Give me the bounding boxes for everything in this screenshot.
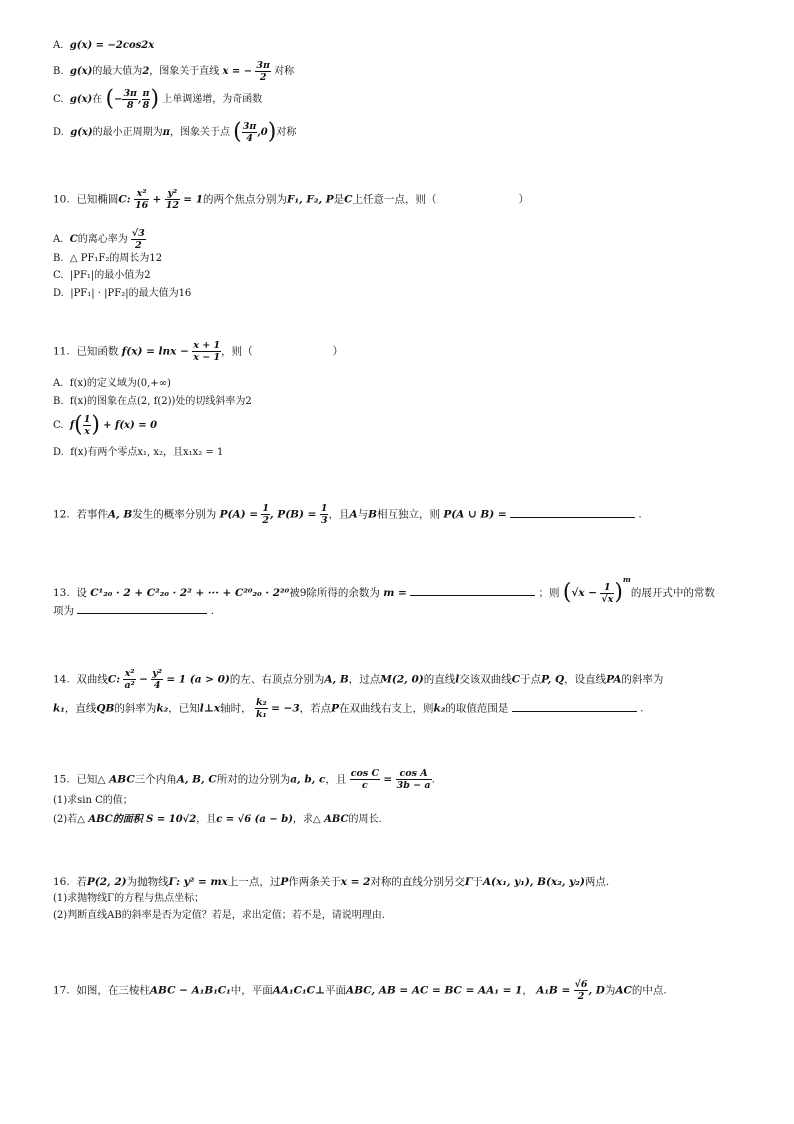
q11-option-d: D. f(x)有两个零点x₁, x₂，且x₁x₂ = 1 (53, 447, 224, 458)
q13-stem-line2: 项为 . (53, 605, 215, 617)
q9-option-c: C. g(x)在 (− $\frac{3\pi}{8}$ , $\frac{\pi}{8}$ ) 上单调递增，为奇函数 (53, 86, 263, 112)
q13-stem-line1: 13. 设 C¹₂₀ · 2 + C²₂₀ · 2² + ··· + C²⁰₂₀ · 2²⁰被9除所得的余数为 m = ；则 (√x − $\frac{1}{√x}$ )$^m$的展开式中的常数 (53, 575, 715, 605)
q15-stem: 15. 已知△ ABC三个内角A, B, C所对的边分别为a, b, c，且 $\frac{\text{cos C}}{c}$ = $\frac{\text{cos A}}{3b - a}$ . (53, 768, 435, 791)
fraction: $\frac{3\pi}{2}$ (256, 60, 270, 83)
q16-part-1: (1)求抛物线Γ的方程与焦点坐标； (53, 893, 205, 904)
q17-stem: 17. 如图，在三棱柱ABC − A₁B₁C₁中，平面AA₁C₁C⊥平面ABC, AB = AC = BC = AA₁ = 1， A₁B = $\frac{√6}{2}$ , D为AC的中点. (53, 979, 667, 1002)
q14-answer-blank[interactable] (512, 701, 637, 712)
q16-part-2: (2)判断直线AB的斜率是否为定值？若是，求出定值；若不是，请说明理由. (53, 910, 385, 921)
q11-option-c: C. f( $\frac{1}{x}$ ) + f(x) = 0 (53, 412, 158, 438)
q13-answer-blank-2[interactable] (77, 603, 207, 614)
q9-option-d: D. g(x)的最小正周期为π，图象关于点 ( $\frac{3\pi}{4}$ ,0)对称 (53, 119, 297, 145)
q9-option-a: A. g(x) = −2cos2x (53, 40, 155, 51)
q12-stem: 12. 若事件A, B发生的概率分别为 P(A) = $\frac{1}{2}$ , P(B) = $\frac{1}{3}$ ，且A与B相互独立，则 P(A ∪ B) = . (53, 503, 642, 526)
q11-option-b: B. f(x)的图象在点(2, f(2))处的切线斜率为2 (53, 396, 252, 407)
q16-stem: 16. 若P(2, 2)为抛物线Γ: y² = mx上一点，过P作两条关于x = 2对称的直线分别另交Γ于A(x₁, y₁), B(x₂, y₂)两点. (53, 876, 610, 888)
q10-stem: 10. 已知椭圆C: $\frac{\text{x²}}{16}$ + $\frac{\text{y²}}{12}$ = 1的两个焦点分别为F₁, F₂, P是C上任意一点，则（ ） (53, 188, 530, 211)
q10-option-a: A. C的离心率为 $\frac{√3}{2}$ (53, 228, 145, 251)
q15-part-2: (2)若△ ABC的面积 S = 10√2，且c = √6 (a − b)，求△ ABC的周长. (53, 814, 382, 825)
q12-answer-blank[interactable] (510, 507, 635, 518)
q10-option-d: D. |PF₁| · |PF₂|的最大值为16 (53, 288, 192, 299)
q14-stem-line2: k₁，直线QB的斜率为k₂，已知l⊥x轴时， $\frac{\text{k₂}}{\text{k₁}}$ = −3，若点P在双曲线右支上，则k₂的取值范围是 . (53, 697, 644, 720)
q10-option-b: B. △ PF₁F₂的周长为12 (53, 253, 163, 264)
q13-answer-blank-1[interactable] (410, 585, 535, 596)
q15-part-1: (1)求sin C的值； (53, 795, 133, 806)
q14-stem-line1: 14. 双曲线C: $\frac{\text{x²}}{\text{a²}}$ − $\frac{\text{y²}}{4}$ = 1 (a > 0)的左、右顶点分别为A, B，过点M(2, 0)的直线l交该双曲线C于点P, Q，设直线PA的斜率为 (53, 668, 664, 691)
q11-stem: 11. 已知函数 f(x) = lnx − $\frac{x + 1}{x - 1}$ ，则（ ） (53, 340, 344, 363)
q10-option-c: C. |PF₁|的最小值为2 (53, 270, 151, 281)
q9-option-b: B. g(x)的最大值为2，图象关于直线 x = − $\frac{3\pi}{2}$ 对称 (53, 60, 295, 83)
q11-option-a: A. f(x)的定义域为(0,+∞) (53, 378, 171, 389)
